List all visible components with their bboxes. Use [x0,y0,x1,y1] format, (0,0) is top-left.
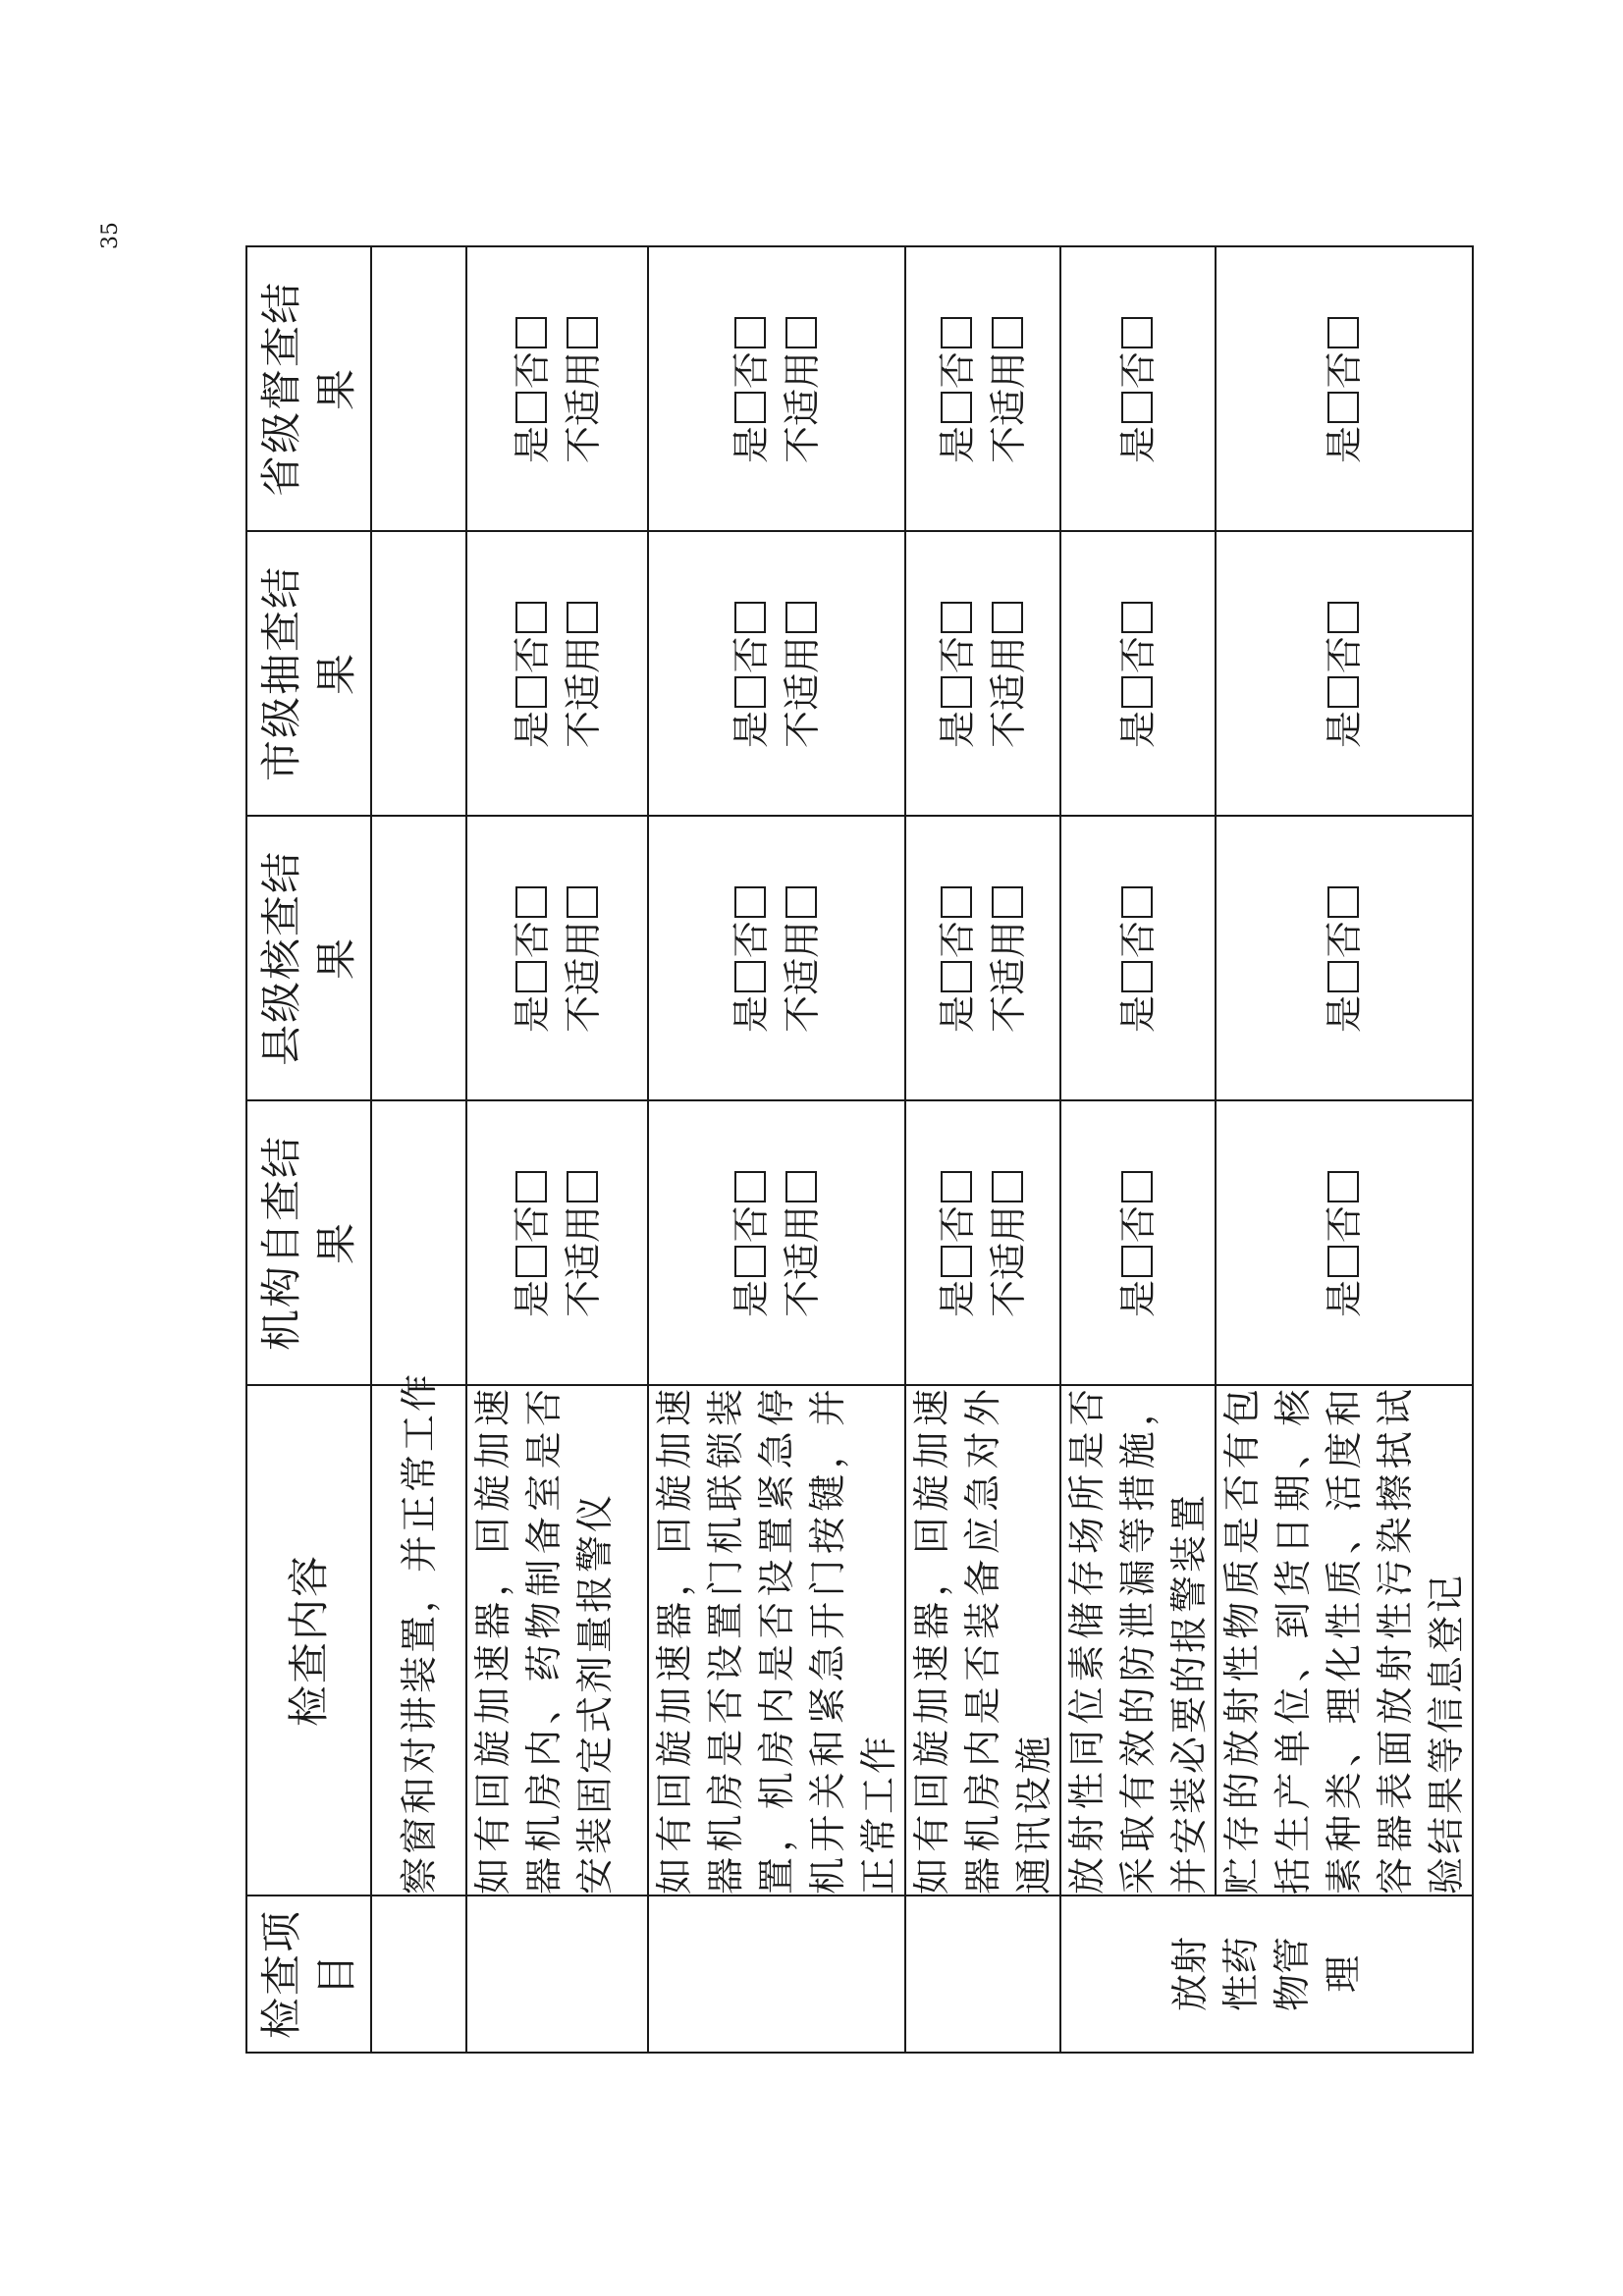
county-result-cell: 是否 [1216,816,1473,1100]
not-applicable-checkbox[interactable] [785,886,817,918]
self-result-cell [371,1100,466,1385]
yes-checkbox[interactable] [1121,676,1153,708]
self-result-cell: 是否 [1060,1100,1216,1385]
yes-checkbox[interactable] [734,1246,766,1277]
row-item-cell [466,1896,648,2053]
yes-checkbox[interactable] [734,676,766,708]
header-inspection-item [246,1896,371,2053]
province-result-cell: 是否 [1216,246,1473,531]
not-applicable-checkbox[interactable] [992,317,1023,348]
city-result-cell [371,531,466,816]
province-result-cell: 是否 不适用 [905,246,1060,531]
province-result-cell: 是否 不适用 [648,246,905,531]
yes-checkbox[interactable] [515,676,547,708]
yes-checkbox[interactable] [1121,392,1153,423]
no-checkbox[interactable] [515,886,547,918]
header-item-line-2: 目 [311,1952,360,1997]
no-checkbox[interactable] [734,602,766,633]
table-row [905,246,1060,2053]
province-result-cell: 是否 [1060,246,1216,531]
no-checkbox[interactable] [1121,886,1153,918]
row-content: 放射性同位素储存场所是否采取有效的防泄漏等措施，并安装必要的报警装置 [1060,1385,1216,1896]
header-item-line-1: 检查项 [256,1909,305,2040]
city-result-cell: 是否 [1216,531,1473,816]
yes-checkbox[interactable] [734,961,766,992]
no-checkbox[interactable] [1121,1171,1153,1202]
county-result-cell [371,816,466,1100]
yes-checkbox[interactable] [941,676,972,708]
row-content: 察窗和对讲装置，并正常工作 [371,1385,466,1896]
yes-checkbox[interactable] [1327,392,1359,423]
city-result-cell: 是否 [1060,531,1216,816]
header-county-line-1: 县级核查结 [256,850,305,1067]
header-self-check-result [246,1100,371,1385]
header-self-line-2: 果 [311,1221,360,1265]
yes-checkbox[interactable] [1121,1246,1153,1277]
no-checkbox[interactable] [734,886,766,918]
header-province-result [246,246,371,531]
self-result-cell: 是否 [1216,1100,1473,1385]
row-item-cell [648,1896,905,2053]
county-result-cell: 是否 不适用 [648,816,905,1100]
item-line-3: 物管 [1271,1937,1314,2012]
table-row [1060,246,1216,2053]
no-checkbox[interactable] [1327,317,1359,348]
not-applicable-checkbox[interactable] [567,602,598,633]
not-applicable-checkbox[interactable] [785,1171,817,1202]
table-row [1216,246,1473,2053]
county-result-cell: 是否 [1060,816,1216,1100]
no-checkbox[interactable] [1121,317,1153,348]
no-checkbox[interactable] [515,317,547,348]
not-applicable-checkbox[interactable] [785,317,817,348]
city-result-cell: 是否 不适用 [648,531,905,816]
yes-checkbox[interactable] [1327,676,1359,708]
header-province-line-1: 省级督查结 [256,281,305,498]
header-city-result [246,531,371,816]
row-content: 如有回旋加速器，回旋加速器机房内是否装备应急对外通讯设施 [905,1385,1060,1896]
yes-checkbox[interactable] [941,961,972,992]
no-checkbox[interactable] [1121,602,1153,633]
city-result-cell: 是否 不适用 [905,531,1060,816]
header-city-line-1: 市级抽查结 [256,565,305,782]
province-result-cell: 是否 不适用 [466,246,648,531]
no-checkbox[interactable] [941,886,972,918]
no-checkbox[interactable] [941,1171,972,1202]
yes-checkbox[interactable] [941,1246,972,1277]
yes-checkbox[interactable] [515,1246,547,1277]
row-item-cell [905,1896,1060,2053]
header-province-line-2: 果 [311,367,360,411]
no-checkbox[interactable] [515,1171,547,1202]
page-number: 35 [98,222,123,249]
yes-checkbox[interactable] [941,392,972,423]
yes-checkbox[interactable] [515,961,547,992]
no-checkbox[interactable] [734,1171,766,1202]
self-result-cell: 是否 不适用 [905,1100,1060,1385]
no-checkbox[interactable] [941,602,972,633]
row-content: 如有回旋加速器，回旋加速器机房是否设置门机联锁装置，机房内是否设置紧急停机开关和紧急开门按键，并正常工作 [648,1385,905,1896]
header-inspection-content: 检查内容 [246,1385,371,1896]
header-self-line-1: 机构自查结 [256,1135,305,1352]
not-applicable-checkbox[interactable] [567,1171,598,1202]
not-applicable-checkbox[interactable] [567,886,598,918]
table-row [466,246,648,2053]
no-checkbox[interactable] [1327,886,1359,918]
not-applicable-checkbox[interactable] [992,602,1023,633]
row-content: 如有回旋加速器，回旋加速器机房内、药物制备室是否安装固定式剂量报警仪 [466,1385,648,1896]
no-checkbox[interactable] [1327,602,1359,633]
self-result-cell: 是否 不适用 [648,1100,905,1385]
header-county-line-2: 果 [311,936,360,981]
not-applicable-checkbox[interactable] [785,602,817,633]
yes-checkbox[interactable] [1327,1246,1359,1277]
province-result-cell [371,246,466,531]
no-checkbox[interactable] [515,602,547,633]
yes-checkbox[interactable] [1121,961,1153,992]
item-line-2: 性药 [1219,1937,1263,2012]
county-result-cell: 是否 不适用 [466,816,648,1100]
no-checkbox[interactable] [1327,1171,1359,1202]
table-row [371,246,466,2053]
header-city-line-2: 果 [311,652,360,696]
row-content: 贮存的放射性物质是否有包括生产单位、到货日期、核素种类、理化性质、活度和容器表面放射性污染擦拭试验结果等信息登记 [1216,1385,1473,1896]
item-line-4: 理 [1322,1955,1365,1994]
inspection-table [245,245,1474,2054]
not-applicable-checkbox[interactable] [567,317,598,348]
no-checkbox[interactable] [941,317,972,348]
not-applicable-checkbox[interactable] [992,1171,1023,1202]
item-line-1: 放射 [1168,1937,1212,2012]
row-item-cell [371,1896,466,2053]
table-row [648,246,905,2053]
row-item-cell [1060,1896,1473,2053]
yes-checkbox[interactable] [734,392,766,423]
yes-checkbox[interactable] [515,392,547,423]
header-county-result [246,816,371,1100]
yes-checkbox[interactable] [1327,961,1359,992]
city-result-cell: 是否 不适用 [466,531,648,816]
self-result-cell: 是否 不适用 [466,1100,648,1385]
no-checkbox[interactable] [734,317,766,348]
county-result-cell: 是否 不适用 [905,816,1060,1100]
not-applicable-checkbox[interactable] [992,886,1023,918]
